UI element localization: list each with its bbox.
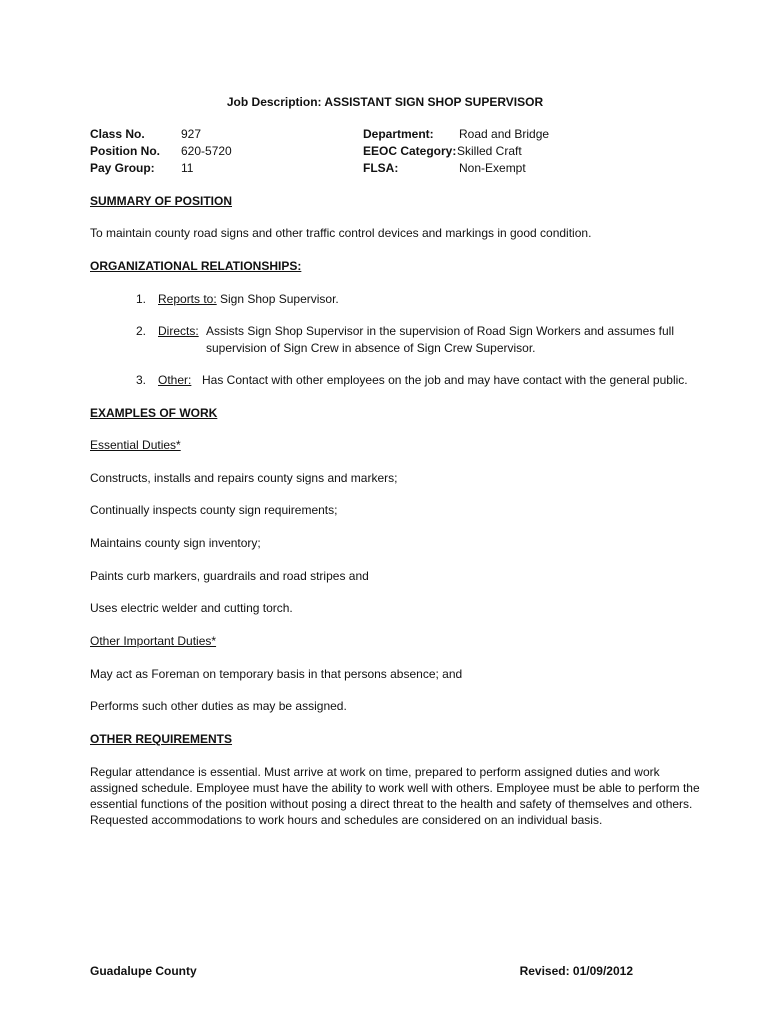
position-no-value: 620-5720 bbox=[181, 144, 232, 158]
examples-heading: EXAMPLES OF WORK bbox=[90, 406, 218, 420]
pay-group-value: 11 bbox=[181, 161, 194, 175]
eeoc-category-value: Skilled Craft bbox=[457, 144, 522, 158]
summary-heading: SUMMARY OF POSITION bbox=[90, 194, 233, 208]
class-no-label: Class No. bbox=[90, 127, 145, 141]
footer-revised-date: Revised: 01/09/2012 bbox=[519, 964, 633, 978]
requirements-heading: OTHER REQUIREMENTS bbox=[90, 732, 233, 746]
requirements-line: Requested accommodations to work hours and schedules are considered on an individual basis. bbox=[90, 813, 603, 827]
essential-duties-heading: Essential Duties* bbox=[90, 438, 181, 452]
department-label: Department: bbox=[363, 127, 434, 141]
directs-label: Directs: bbox=[158, 324, 199, 338]
requirements-line: essential functions of the position without posing a direct threat to the health and safety of themselves and others. bbox=[90, 797, 693, 811]
org-item-number: 2. bbox=[136, 324, 147, 338]
page-title: Job Description: ASSISTANT SIGN SHOP SUPERVISOR bbox=[226, 95, 544, 109]
essential-duty: Uses electric welder and cutting torch. bbox=[90, 601, 293, 615]
essential-duty: Continually inspects county sign requirements; bbox=[90, 503, 338, 517]
pay-group-label: Pay Group: bbox=[90, 161, 155, 175]
essential-duty: Paints curb markers, guardrails and road stripes and bbox=[90, 569, 369, 583]
other-duties-heading: Other Important Duties* bbox=[90, 634, 217, 648]
position-no-label: Position No. bbox=[90, 144, 160, 158]
other-duty: May act as Foreman on temporary basis in that persons absence; and bbox=[90, 667, 463, 681]
summary-text: To maintain county road signs and other traffic control devices and markings in good condition. bbox=[90, 226, 592, 240]
directs-text-continued: supervision of Sign Crew in absence of Sign Crew Supervisor. bbox=[206, 341, 536, 355]
other-label: Other: bbox=[158, 373, 192, 387]
department-value: Road and Bridge bbox=[459, 127, 550, 141]
org-item-number: 3. bbox=[136, 373, 147, 387]
requirements-line: assigned schedule. Employee must have the ability to work well with others. Employee must be able to perform the bbox=[90, 781, 700, 795]
other-text: Has Contact with other employees on the job and may have contact with the general public. bbox=[202, 373, 688, 387]
org-item-number: 1. bbox=[136, 292, 147, 306]
reports-to-label: Reports to: bbox=[158, 292, 217, 306]
eeoc-category-label: EEOC Category: bbox=[363, 144, 457, 158]
reports-to-text: Sign Shop Supervisor. bbox=[220, 292, 339, 306]
requirements-line: Regular attendance is essential. Must arrive at work on time, prepared to perform assigned duties and work bbox=[90, 765, 660, 779]
essential-duty: Maintains county sign inventory; bbox=[90, 536, 261, 550]
footer-county: Guadalupe County bbox=[90, 964, 197, 978]
flsa-label: FLSA: bbox=[363, 161, 399, 175]
other-duty: Performs such other duties as may be assigned. bbox=[90, 699, 347, 713]
class-no-value: 927 bbox=[181, 127, 202, 141]
directs-text: Assists Sign Shop Supervisor in the supervision of Road Sign Workers and assumes full bbox=[206, 324, 675, 338]
flsa-value: Non-Exempt bbox=[459, 161, 526, 175]
essential-duty: Constructs, installs and repairs county signs and markers; bbox=[90, 471, 398, 485]
org-heading: ORGANIZATIONAL RELATIONSHIPS: bbox=[90, 259, 302, 273]
